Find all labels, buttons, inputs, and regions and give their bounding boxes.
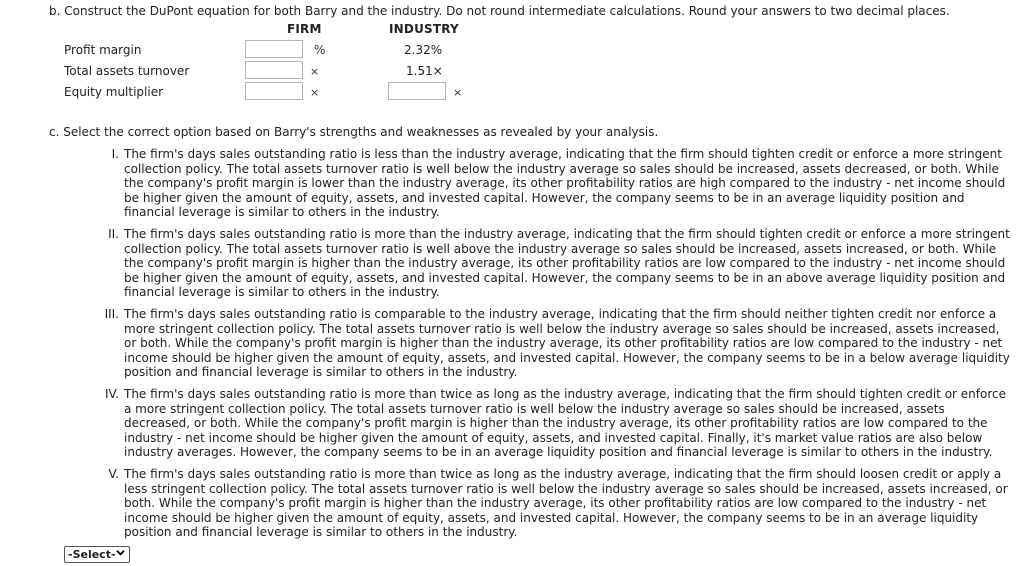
option-numeral: III. xyxy=(104,307,119,321)
option-line: position and financial leverage is similar to others in the industry. xyxy=(124,525,518,540)
option-numeral: II. xyxy=(108,227,119,241)
option-line: decreased, or both. While the company's profit margin is higher than the industry average, its other profitability ratios are low compared to the xyxy=(124,416,988,431)
option-line: be higher given the amount of equity, assets, and invested capital. However, the company seems to be in an average liquidity position and xyxy=(124,190,965,205)
option-iii xyxy=(124,307,1014,380)
option-line: The firm's days sales outstanding ratio is more than twice as long as the industry average, indicating that the firm should loosen credit or apply a xyxy=(124,467,1002,481)
option-line: more stringent collection policy. The total assets turnover ratio is well below the industry average so sales should be increased, assets increased, xyxy=(124,321,1000,336)
option-iv xyxy=(124,387,1014,460)
option-i xyxy=(124,147,1014,220)
industry-equity-multiplier-input[interactable] xyxy=(388,82,446,100)
option-numeral: V. xyxy=(108,467,119,481)
part-b-instruction: b. Construct the DuPont equation for both Barry and the industry. Do not round intermediate calculations. Round your answers to two decimal places. xyxy=(49,4,950,18)
times-unit: × xyxy=(310,65,320,78)
firm-profit-margin-input[interactable] xyxy=(245,40,303,58)
option-line: The firm's days sales outstanding ratio is more than twice as long as the industry average, indicating that the firm should tighten credit or enforce xyxy=(124,387,1006,401)
option-line: a more stringent collection policy. The total assets turnover ratio is well below the industry average so sales should be increased, assets xyxy=(124,401,945,416)
option-line: industry - net income should be higher given the amount of equity, assets, and invested capital. Finally, it's market value ratios are also below xyxy=(124,430,983,445)
firm-total-assets-turnover-input[interactable] xyxy=(245,61,303,79)
option-line: income should be higher given the amount of equity, assets, and invested capital. However, the company seems to be in a below average liquidity xyxy=(124,350,1010,365)
option-line: industry averages. However, the company seems to be in an average liquidity position and financial leverage is similar to others in the industry. xyxy=(124,445,993,460)
option-v xyxy=(124,467,1014,540)
option-line: position and financial leverage is similar to others in the industry. xyxy=(124,365,518,380)
times-unit: × xyxy=(453,86,463,99)
percent-unit: % xyxy=(314,43,326,57)
option-line: collection policy. The total assets turnover ratio is well below the industry average so sales should be increased, assets decreased, or both. While xyxy=(124,161,999,176)
option-line: collection policy. The total assets turnover ratio is well above the industry average so sales should be increased, assets increased, or both. While xyxy=(124,241,997,256)
times-unit: × xyxy=(310,86,320,99)
industry-total-assets-turnover-value: 1.51× xyxy=(406,64,443,78)
firm-equity-multiplier-input[interactable] xyxy=(245,82,303,100)
equity-multiplier-label: Equity multiplier xyxy=(64,85,164,99)
option-line: the company's profit margin is lower than the industry average, its other profitability ratios are high compared to the industry - net income should xyxy=(124,176,1006,191)
chevron-down-icon xyxy=(116,548,125,560)
select-value: -Select- xyxy=(68,548,116,561)
option-line: financial leverage is similar to others in the industry. xyxy=(124,285,440,300)
option-line: income should be higher given the amount of equity, assets, and invested capital. However, the company seems to be in an average liquidity xyxy=(124,510,979,525)
total-assets-turnover-label: Total assets turnover xyxy=(64,64,190,78)
option-line: less stringent collection policy. The total assets turnover ratio is well below the industry average so sales should be increased, assets increased, or xyxy=(124,481,1008,496)
part-c-instruction: c. Select the correct option based on Barry's strengths and weaknesses as revealed by your analysis. xyxy=(49,125,659,139)
firm-column-header: FIRM xyxy=(287,22,322,36)
option-line: The firm's days sales outstanding ratio is comparable to the industry average, indicating that the firm should neither tighten credit nor enforce a xyxy=(124,307,997,321)
option-line: be higher given the amount of equity, assets, and invested capital. However, the company seems to be in an above average liquidity position and xyxy=(124,270,1006,285)
option-ii xyxy=(124,227,1014,300)
option-numeral: IV. xyxy=(104,387,119,401)
profit-margin-label: Profit margin xyxy=(64,43,142,57)
industry-profit-margin-value: 2.32% xyxy=(404,43,443,57)
option-numeral: I. xyxy=(111,147,119,161)
answer-select[interactable] xyxy=(64,546,130,563)
option-line: the company's profit margin is higher than the industry average, its other profitability ratios are low compared to the industry - net income should xyxy=(124,256,1006,271)
option-line: The firm's days sales outstanding ratio is less than the industry average, indicating that the firm should tighten credit or enforce a more stringent xyxy=(124,147,1002,161)
option-line: or both. While the company's profit margin is higher than the industry average, its other profitability ratios are low compared to the industry - net xyxy=(124,336,1003,351)
industry-column-header: INDUSTRY xyxy=(389,22,459,36)
option-line: financial leverage is similar to others in the industry. xyxy=(124,205,440,220)
option-line: The firm's days sales outstanding ratio is more than the industry average, indicating that the firm should tighten credit or enforce a more stringent xyxy=(124,227,1010,241)
option-line: both. While the company's profit margin is higher than the industry average, its other profitability ratios are low compared to the industry - net xyxy=(124,496,987,511)
